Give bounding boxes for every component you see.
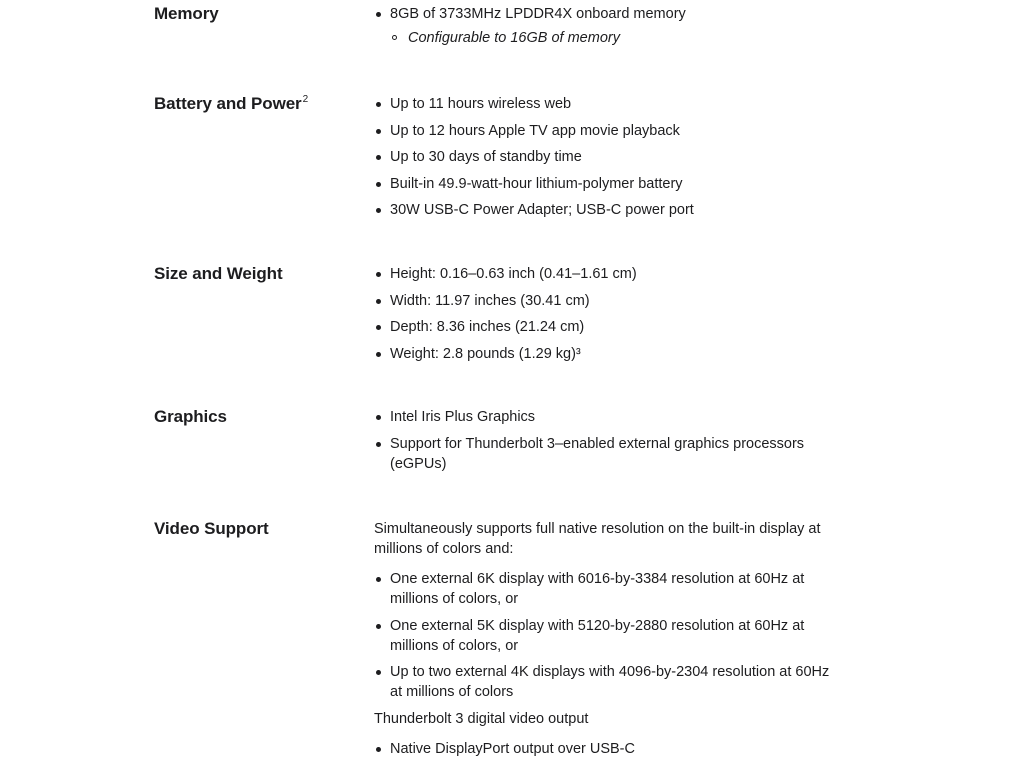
list-item: Native DisplayPort output over USB-C (374, 739, 834, 759)
list-item: One external 5K display with 5120-by-2880 resolution at 60Hz at millions of colors, or (374, 616, 834, 656)
section-title-battery (154, 93, 308, 115)
video-intro-text: Simultaneously supports full native resolution on the built-in display at millions of colors and: (374, 521, 821, 557)
section-title-size-weight: Size and Weight (154, 264, 283, 283)
list-item: Weight: 2.8 pounds (1.29 kg)³ (374, 344, 834, 364)
section-title-memory: Memory (154, 4, 219, 23)
list-item-text: 8GB of 3733MHz LPDDR4X onboard memory (390, 6, 686, 22)
section-title-graphics: Graphics (154, 407, 227, 426)
list-item: Height: 0.16–0.63 inch (0.41–1.61 cm) (374, 264, 834, 284)
list-item (374, 4, 834, 48)
sub-list-item: Configurable to 16GB of memory (390, 28, 834, 48)
section-title-text: Battery and Power (154, 94, 302, 113)
list-item: Built-in 49.9-watt-hour lithium-polymer battery (374, 174, 834, 194)
list-item: Up to 12 hours Apple TV app movie playback (374, 121, 834, 141)
list-item: One external 6K display with 6016-by-3384 resolution at 60Hz at millions of colors, or (374, 569, 834, 609)
memory-content (374, 4, 834, 55)
list-item: Intel Iris Plus Graphics (374, 407, 834, 427)
list-item: Up to 11 hours wireless web (374, 94, 834, 114)
list-item: Depth: 8.36 inches (21.24 cm) (374, 317, 834, 337)
video-content (374, 519, 834, 765)
list-item: Width: 11.97 inches (30.41 cm) (374, 291, 834, 311)
graphics-content (374, 407, 834, 480)
video-output-label: Thunderbolt 3 digital video output (374, 710, 589, 727)
size-content (374, 264, 834, 370)
footnote-marker: 2 (302, 94, 309, 105)
section-title-video-support: Video Support (154, 519, 269, 538)
list-item: Up to 30 days of standby time (374, 147, 834, 167)
list-item: Up to two external 4K displays with 4096-by-2304 resolution at 60Hz at millions of colors (374, 662, 834, 702)
battery-content (374, 94, 834, 227)
list-item: 30W USB-C Power Adapter; USB-C power port (374, 200, 834, 220)
list-item: Support for Thunderbolt 3–enabled external graphics processors (eGPUs) (374, 434, 834, 474)
